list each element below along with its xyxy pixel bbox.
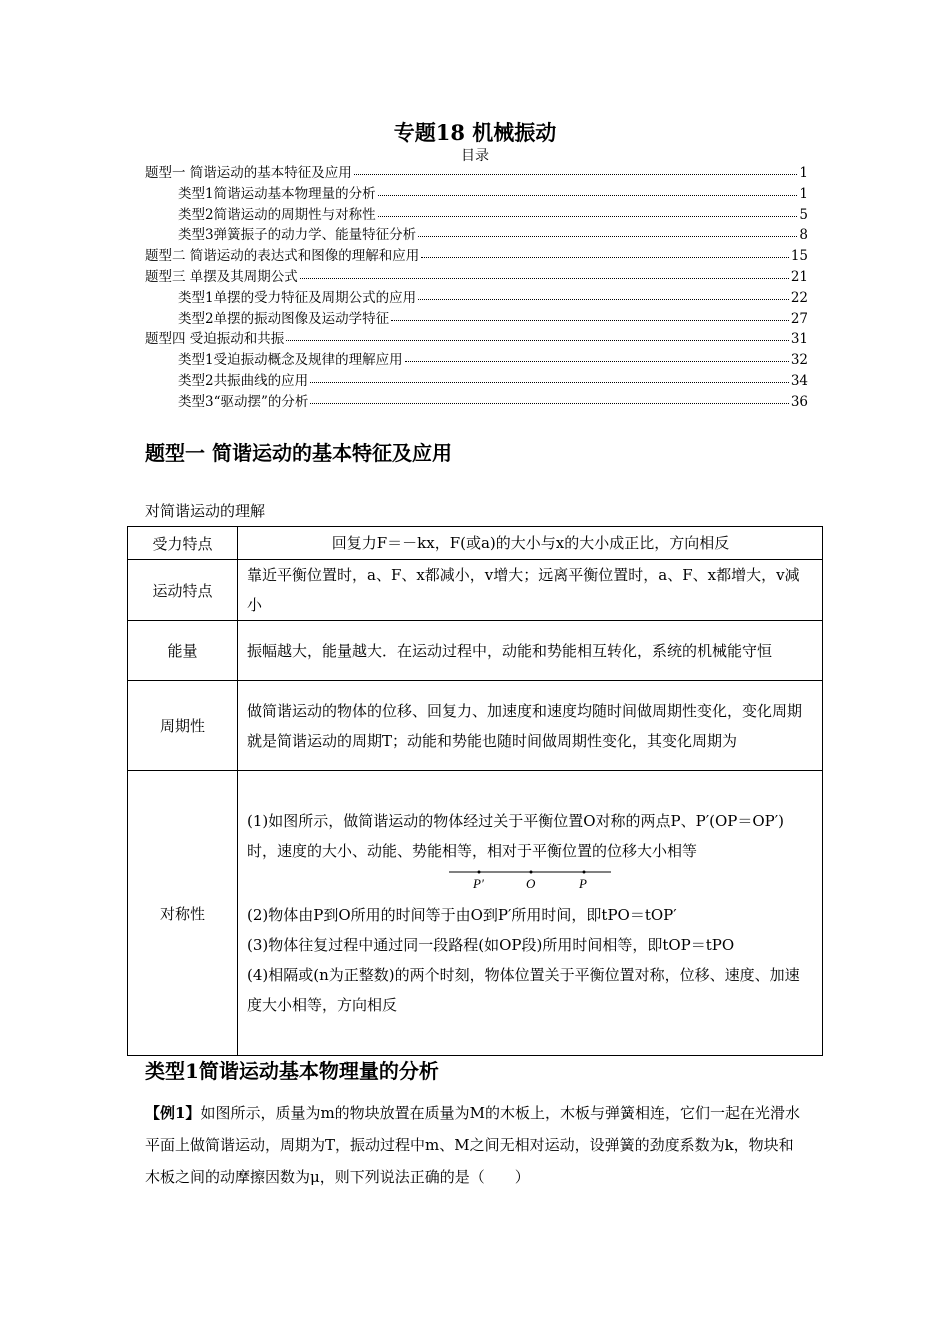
toc-leader-dots <box>378 204 798 217</box>
symmetry-diagram <box>247 866 814 900</box>
toc-entry-page: 32 <box>790 352 808 369</box>
toc-leader-dots <box>391 308 789 321</box>
toc-leader-dots <box>310 391 788 404</box>
table-row <box>128 771 823 1056</box>
axis-diagram <box>447 866 617 900</box>
subsection-heading: 类型1简谐运动基本物理量的分析 <box>145 1059 439 1083</box>
toc-entry-label: 类型1受迫振动概念及规律的理解应用 <box>178 352 403 369</box>
toc-leader-dots <box>300 266 789 279</box>
intro-text: 对简谐运动的理解 <box>145 502 266 520</box>
toc-entry[interactable] <box>145 329 808 350</box>
toc-entry-page: 21 <box>790 268 808 285</box>
example-text: 如图所示，质量为m的物块放置在质量为M的木板上，木板与弹簧相连，它们一起在光滑水平面上做简谐运动，周期为T，振动过程中m、M之间无相对运动，设弹簧的劲度系数为k，物块和木板之间的动摩擦因数为μ，则下列说法正确的是（ ） <box>145 1104 801 1186</box>
toc-entry-label: 类型3弹簧振子的动力学、能量特征分析 <box>178 227 417 244</box>
toc-entry[interactable] <box>145 267 808 288</box>
row-content: 做简谐运动的物体的位移、回复力、加速度和速度均随时间做周期性变化，变化周期就是简谐运动的周期T；动能和势能也随时间做周期性变化，其变化周期为 <box>238 681 823 771</box>
toc-entry-page: 27 <box>790 310 808 327</box>
toc-entry-page: 1 <box>799 165 808 181</box>
toc-caption: 目录 <box>461 148 489 164</box>
document-title: 专题18 机械振动 <box>393 120 557 145</box>
toc-leader-dots <box>354 162 798 175</box>
toc-entry[interactable] <box>145 246 808 267</box>
row-label: 对称性 <box>128 771 238 1056</box>
toc-entry-page: 15 <box>790 248 808 265</box>
toc-leader-dots <box>286 328 789 341</box>
row-label: 周期性 <box>128 681 238 771</box>
toc-entry-page: 5 <box>799 206 808 223</box>
example-paragraph <box>145 1097 805 1193</box>
toc-entry-page: 1 <box>799 185 808 202</box>
toc-entry-label: 类型2简谐运动的周期性与对称性 <box>178 206 376 223</box>
label-p-prime: P′ <box>473 876 484 891</box>
toc-entry[interactable] <box>145 184 808 205</box>
toc-leader-dots <box>418 287 789 300</box>
toc-leader-dots <box>378 183 798 196</box>
label-p: P <box>579 876 587 891</box>
point-p-dot <box>583 871 586 874</box>
symmetry-point-2: (2)物体由P到O所用的时间等于由O到P′所用时间，即tPO＝tOP′ <box>247 906 677 924</box>
symmetry-point-3: (3)物体往复过程中通过同一段路程(如OP段)所用时间相等，即tOP＝tPO <box>247 936 735 954</box>
toc-entry-label: 类型3“驱动摆”的分析 <box>178 393 309 410</box>
toc-entry[interactable] <box>145 371 808 392</box>
row-content: 振幅越大，能量越大．在运动过程中，动能和势能相互转化，系统的机械能守恒 <box>238 621 823 681</box>
toc-entry-label: 题型三 单摆及其周期公式 <box>145 268 298 285</box>
toc-entry[interactable] <box>145 225 808 246</box>
table-row <box>128 621 823 681</box>
row-label: 运动特点 <box>128 560 238 621</box>
point-o-dot <box>530 871 533 874</box>
toc-entry-label: 类型2单摆的振动图像及运动学特征 <box>178 310 390 327</box>
toc-leader-dots <box>421 245 789 258</box>
row-label: 受力特点 <box>128 527 238 560</box>
symmetry-point-4: (4)相隔或(n为正整数)的两个时刻，物体位置关于平衡位置对称，位移、速度、加速度大小相等，方向相反 <box>247 966 800 1014</box>
toc-entry-label: 类型1单摆的受力特征及周期公式的应用 <box>178 289 417 306</box>
toc-entry-label: 题型一 简谐运动的基本特征及应用 <box>145 165 352 181</box>
toc-entry[interactable] <box>145 350 808 371</box>
point-p-prime-dot <box>478 871 481 874</box>
toc-entry[interactable] <box>145 163 808 184</box>
symmetry-point-1: (1)如图所示，做简谐运动的物体经过关于平衡位置O对称的两点P、P′(OP＝OP′)时，速度的大小、动能、势能相等，相对于平衡位置的位移大小相等 <box>247 812 785 860</box>
toc-entry-label: 类型1简谐运动基本物理量的分析 <box>178 185 376 202</box>
toc-entry[interactable] <box>145 205 808 226</box>
row-label: 能量 <box>128 621 238 681</box>
properties-table <box>127 526 823 1056</box>
toc-entry[interactable] <box>145 288 808 309</box>
toc-leader-dots <box>405 349 789 362</box>
toc-leader-dots <box>310 370 789 383</box>
row-content <box>238 771 823 1056</box>
table-row <box>128 560 823 621</box>
toc-entry-page: 34 <box>790 372 808 389</box>
toc-entry-page: 31 <box>790 331 808 348</box>
row-content: 靠近平衡位置时，a、F、x都减小，v增大；远离平衡位置时，a、F、x都增大，v减小 <box>238 560 823 621</box>
toc-entry-page: 22 <box>790 289 808 306</box>
toc-entry-page: 36 <box>790 393 808 410</box>
table-row <box>128 527 823 560</box>
toc-entry-label: 题型二 简谐运动的表达式和图像的理解和应用 <box>145 248 420 265</box>
toc-entry[interactable] <box>145 392 808 413</box>
toc-entry-page: 8 <box>799 227 808 244</box>
table-of-contents <box>145 163 808 413</box>
label-o: O <box>526 876 536 891</box>
section-heading: 题型一 简谐运动的基本特征及应用 <box>145 441 452 465</box>
toc-entry-label: 类型2共振曲线的应用 <box>178 372 309 389</box>
toc-entry[interactable] <box>145 309 808 330</box>
toc-entry-label: 题型四 受迫振动和共振 <box>145 331 285 348</box>
example-tag: 【例1】 <box>145 1104 201 1122</box>
row-content: 回复力F＝－kx，F(或a)的大小与x的大小成正比，方向相反 <box>238 527 823 560</box>
table-row <box>128 681 823 771</box>
toc-leader-dots <box>418 224 797 237</box>
